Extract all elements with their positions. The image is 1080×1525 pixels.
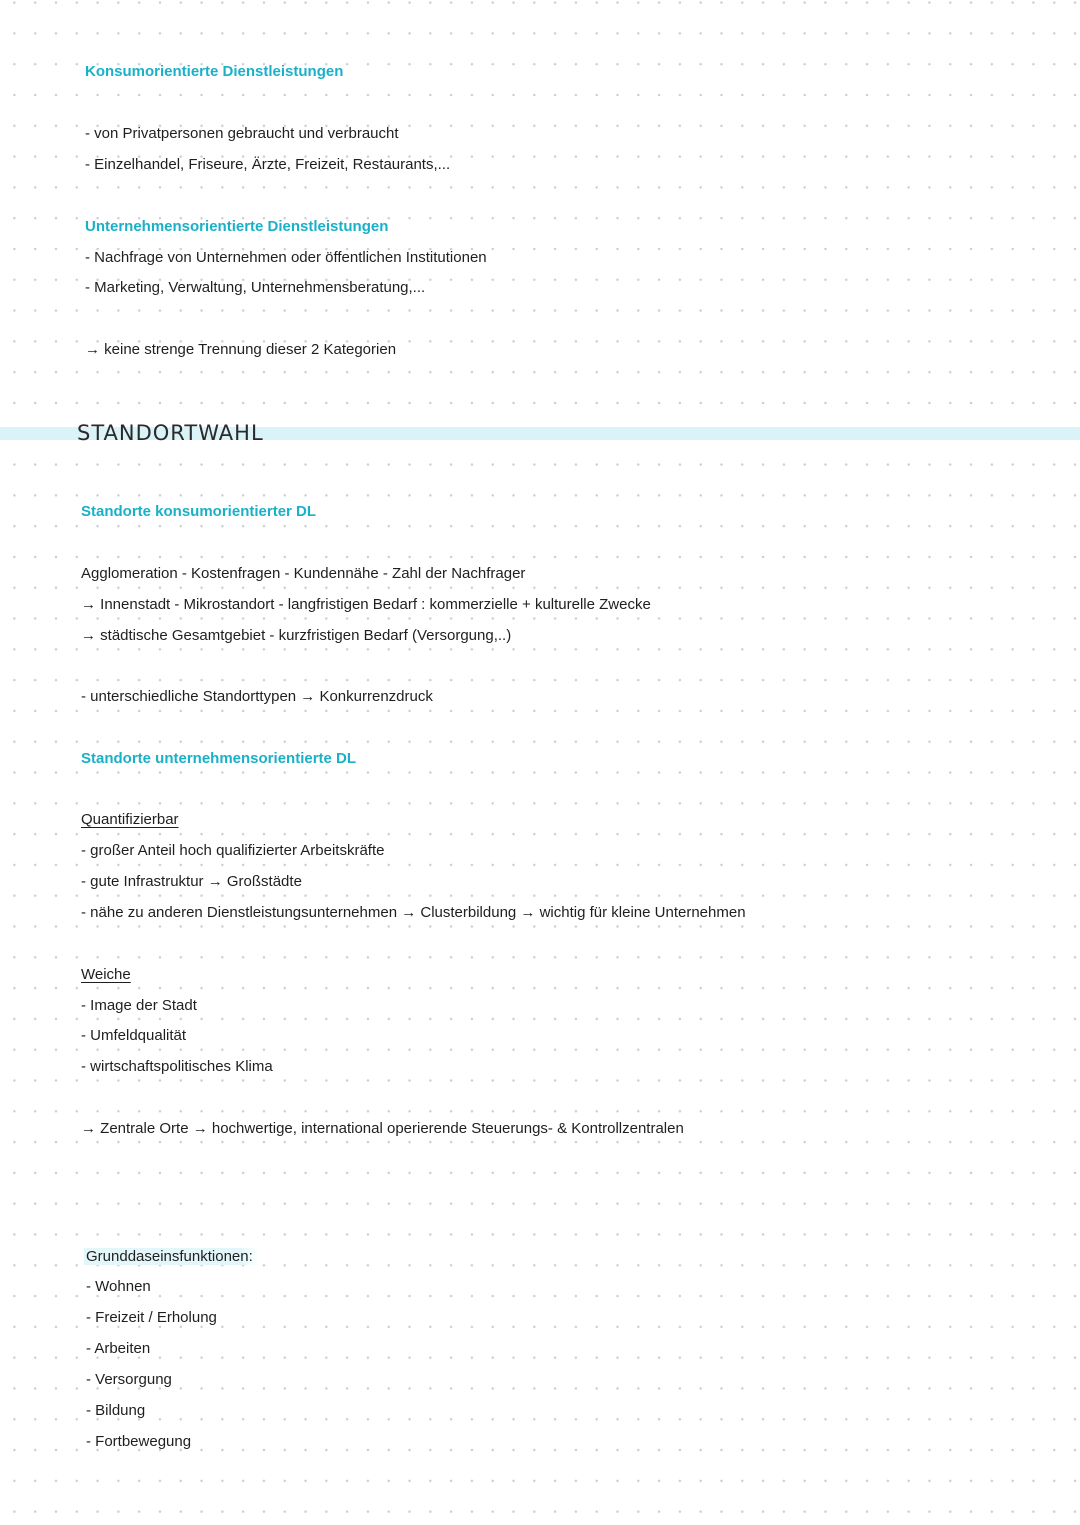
list-item: - Marketing, Verwaltung, Unternehmensberatung,... [85, 279, 426, 296]
section-heading-konsumorientiert: Konsumorientierte Dienstleistungen [85, 63, 344, 80]
list-item: - Freizeit / Erholung [86, 1309, 217, 1326]
section-heading-standorte-unternehmen: Standorte unternehmensorientierte DL [81, 750, 357, 767]
list-item: - wirtschaftspolitisches Klima [81, 1058, 273, 1075]
list-item: - Nachfrage von Unternehmen oder öffentlichen Institutionen [85, 249, 487, 266]
list-item: - Fortbewegung [86, 1433, 192, 1450]
list-item: - Einzelhandel, Friseure, Ärzte, Freizeit, Restaurants,... [85, 156, 451, 173]
list-item: - gute Infrastruktur → Großstädte [81, 873, 302, 890]
section-heading-unternehmensorientiert: Unternehmensorientierte Dienstleistungen [85, 218, 389, 235]
list-item: - Wohnen [86, 1278, 151, 1295]
list-item: → städtische Gesamtgebiet - kurzfristigen Bedarf (Versorgung,..) [81, 627, 512, 644]
subheading-weiche: Weiche [81, 966, 131, 983]
heading-highlight: Grunddaseinsfunktionen: [84, 1248, 259, 1265]
note-line: → Zentrale Orte → hochwertige, international operierende Steuerungs- & Kontrollzentralen [81, 1120, 684, 1137]
list-item: → Innenstadt - Mikrostandort - langfristigen Bedarf : kommerzielle + kulturelle Zwecke [81, 596, 651, 613]
page-title: STANDORTWAHL [77, 421, 264, 445]
note-line: - unterschiedliche Standorttypen → Konkurrenzdruck [81, 688, 433, 705]
list-item: - Versorgung [86, 1371, 172, 1388]
section-heading-standorte-konsum: Standorte konsumorientierter DL [81, 503, 317, 520]
list-item: - von Privatpersonen gebraucht und verbraucht [85, 125, 399, 142]
subheading-quantifizierbar: Quantifizierbar [81, 811, 179, 828]
list-item: - Image der Stadt [81, 997, 197, 1014]
note-line: → keine strenge Trennung dieser 2 Kategorien [85, 341, 397, 358]
list-item: Agglomeration - Kostenfragen - Kundennähe - Zahl der Nachfrager [81, 565, 526, 582]
list-item: - Umfeldqualität [81, 1027, 187, 1044]
list-item: - großer Anteil hoch qualifizierter Arbeitskräfte [81, 842, 385, 859]
list-item: - Arbeiten [86, 1340, 151, 1357]
list-item: - nähe zu anderen Dienstleistungsunternehmen → Clusterbildung → wichtig für kleine Unternehmen [81, 904, 746, 921]
list-item: - Bildung [86, 1402, 146, 1419]
section-heading-grunddaseinsfunktionen [86, 1247, 259, 1267]
